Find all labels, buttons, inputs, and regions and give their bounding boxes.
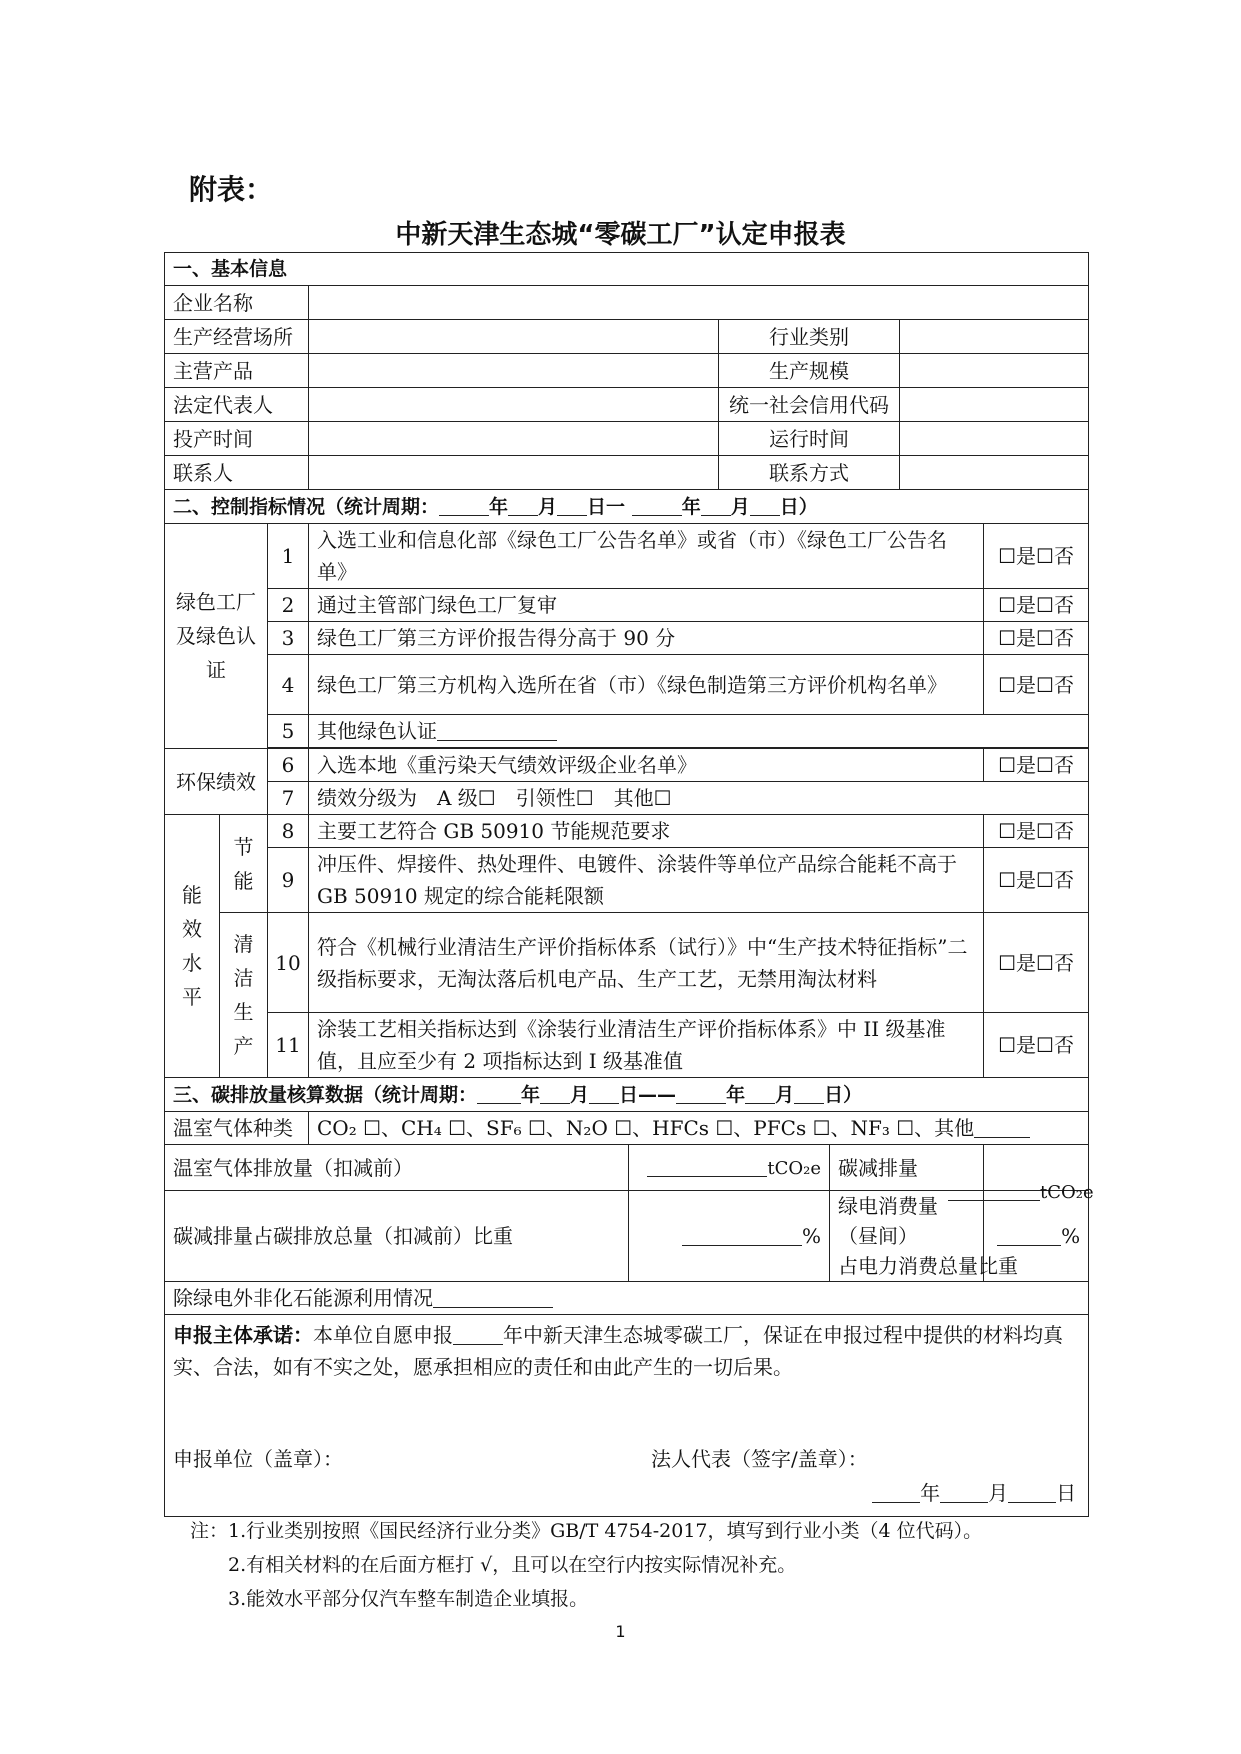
table-row <box>165 589 1089 622</box>
year-text: 年 <box>920 1481 941 1505</box>
other-cert-blank[interactable] <box>437 720 557 741</box>
company-name-field[interactable] <box>309 286 1089 320</box>
section1-heading: 一、基本信息 <box>165 253 1089 286</box>
sub-clean-label: 清洁生产 <box>220 913 268 1078</box>
month-text: 月 <box>988 1481 1009 1505</box>
section2-heading <box>165 490 1089 524</box>
yes-no-checkbox[interactable]: ☐是☐否 <box>984 913 1089 1013</box>
emission-blank[interactable] <box>647 1156 767 1177</box>
nonfossil-blank[interactable] <box>433 1287 553 1308</box>
item-number: 1 <box>268 524 309 589</box>
green-power-label <box>830 1191 1018 1282</box>
section1-header-row <box>165 253 1089 286</box>
products-label: 主营产品 <box>165 354 309 388</box>
table-row <box>165 286 1089 320</box>
period-start-month-blank[interactable] <box>540 1083 570 1104</box>
period-end-day-blank[interactable] <box>794 1083 824 1104</box>
item-number: 2 <box>268 589 309 622</box>
year-text: 年 <box>489 495 509 518</box>
legal-sign-label: 法人代表（签字/盖章）： <box>651 1447 868 1471</box>
month-text: 月 <box>538 495 558 518</box>
page-number: 1 <box>615 1622 626 1641</box>
item-number: 10 <box>268 913 309 1013</box>
period-start-day-blank[interactable] <box>557 495 587 516</box>
yes-no-checkbox[interactable]: ☐是☐否 <box>984 749 1089 782</box>
commitment-text-a: 本单位自愿申报 <box>313 1323 453 1347</box>
industry-field[interactable] <box>900 320 1089 354</box>
item-text: 涂装工艺相关指标达到《涂装行业清洁生产评价指标体系》中 II 级基准值，且应至少有 2 项指标达到 I 级基准值 <box>309 1013 984 1078</box>
percent-sign: % <box>1061 1224 1081 1248</box>
table-row <box>165 749 1089 782</box>
item-text: 主要工艺符合 GB 50910 节能规范要求 <box>309 815 984 848</box>
location-label: 生产经营场所 <box>165 320 309 354</box>
table-row <box>165 815 1089 848</box>
other-gas-blank[interactable] <box>974 1117 1030 1138</box>
item-text: 入选本地《重污染天气绩效评级企业名单》 <box>309 749 984 782</box>
commit-year-blank[interactable] <box>453 1324 503 1345</box>
date-day-blank[interactable] <box>1008 1482 1056 1503</box>
period-end-year-blank[interactable] <box>676 1083 726 1104</box>
ratio-label: 碳减排量占碳排放总量（扣减前）比重 <box>165 1191 629 1282</box>
year-text: 年 <box>681 495 701 518</box>
item-number: 9 <box>268 848 309 913</box>
item-text: 绿色工厂第三方评价报告得分高于 90 分 <box>309 622 984 655</box>
day-end-text: 日） <box>779 495 818 518</box>
group-energy-label: 能效水平 <box>165 815 220 1078</box>
application-form-table <box>164 252 1089 1517</box>
credit-code-label: 统一社会信用代码 <box>719 388 900 422</box>
month-text: 月 <box>775 1083 795 1106</box>
note-1: 注：1.行业类别按照《国民经济行业分类》GB/T 4754-2017，填写到行业小类（4 位代码）。 <box>190 1520 983 1542</box>
ratio-blank[interactable] <box>682 1225 802 1246</box>
table-row <box>165 848 1089 913</box>
day-to-text: 日一 <box>587 495 626 518</box>
day-end-text: 日） <box>824 1083 863 1106</box>
year-text: 年 <box>521 1083 541 1106</box>
item-text: 入选工业和信息化部《绿色工厂公告名单》或省（市）《绿色工厂公告名单》 <box>309 524 984 589</box>
yes-no-checkbox[interactable]: ☐是☐否 <box>984 815 1089 848</box>
location-field[interactable] <box>309 320 719 354</box>
item-number: 5 <box>268 715 309 748</box>
table-row <box>165 913 1089 1013</box>
credit-code-field[interactable] <box>900 388 1089 422</box>
item-text: 冲压件、焊接件、热处理件、电镀件、涂装件等单位产品综合能耗不高于 GB 50910 规定的综合能耗限额 <box>309 848 984 913</box>
commitment-paragraph <box>173 1319 1080 1383</box>
table-row <box>165 388 1089 422</box>
attachment-label: 附表： <box>189 173 274 206</box>
item-text: 符合《机械行业清洁生产评价指标体系（试行）》中“生产技术特征指标”二级指标要求，无淘汰落后机电产品、生产工艺，无禁用淘汰材料 <box>309 913 984 1013</box>
yes-no-checkbox[interactable]: ☐是☐否 <box>984 1013 1089 1078</box>
table-row <box>165 655 1089 715</box>
green-power-blank[interactable] <box>997 1225 1061 1246</box>
commit-date <box>872 1477 1076 1509</box>
contact-field[interactable] <box>309 456 719 490</box>
industry-label: 行业类别 <box>719 320 900 354</box>
day-text: 日 <box>1056 1481 1077 1505</box>
contact-method-field[interactable] <box>900 456 1089 490</box>
month-text: 月 <box>570 1083 590 1106</box>
table-row <box>165 1282 1089 1315</box>
item-text[interactable]: 绩效分级为 A 级☐ 引领性☐ 其他☐ <box>309 782 1089 815</box>
section3-heading <box>165 1078 1089 1112</box>
date-year-blank[interactable] <box>872 1482 920 1503</box>
period-end-year-blank[interactable] <box>632 495 682 516</box>
period-start-year-blank[interactable] <box>439 495 489 516</box>
item-number: 7 <box>268 782 309 815</box>
item-text: 通过主管部门绿色工厂复审 <box>309 589 984 622</box>
ratio-field[interactable] <box>629 1191 830 1282</box>
commitment-row <box>165 1315 1089 1517</box>
nonfossil-label: 除绿电外非化石能源利用情况 <box>173 1286 433 1310</box>
yes-no-checkbox[interactable]: ☐是☐否 <box>984 655 1089 715</box>
emission-unit: tCO₂e <box>767 1157 821 1179</box>
table-row <box>165 422 1089 456</box>
day-to-text: 日—— <box>619 1083 677 1106</box>
reduction-unit: tCO₂e <box>1040 1182 1094 1203</box>
yes-no-checkbox[interactable]: ☐是☐否 <box>984 524 1089 589</box>
run-time-field[interactable] <box>900 422 1089 456</box>
table-row <box>165 1112 1089 1145</box>
item-text: 绿色工厂第三方机构入选所在省（市）《绿色制造第三方评价机构名单》 <box>309 655 984 715</box>
date-month-blank[interactable] <box>940 1482 988 1503</box>
scale-label: 生产规模 <box>719 354 900 388</box>
period-end-month-blank[interactable] <box>745 1083 775 1104</box>
item-number: 11 <box>268 1013 309 1078</box>
item-number: 4 <box>268 655 309 715</box>
table-row <box>165 354 1089 388</box>
year-text: 年 <box>726 1083 746 1106</box>
section3-heading-prefix: 三、碳排放量核算数据（统计周期： <box>173 1083 478 1106</box>
gas-type-label: 温室气体种类 <box>165 1112 309 1145</box>
start-time-label: 投产时间 <box>165 422 309 456</box>
notes <box>190 1514 982 1616</box>
table-row <box>165 320 1089 354</box>
gas-type-options[interactable] <box>309 1112 1089 1145</box>
percent-sign: % <box>801 1224 821 1248</box>
commitment-bold-label: 申报主体承诺： <box>173 1323 313 1347</box>
legal-rep-field[interactable] <box>309 388 719 422</box>
reduction-label: 碳减排量 <box>830 1145 984 1191</box>
emission-label: 温室气体排放量（扣减前） <box>165 1145 629 1191</box>
period-end-month-blank[interactable] <box>701 495 731 516</box>
contact-method-label: 联系方式 <box>719 456 900 490</box>
item-text <box>309 715 1089 748</box>
green-power-label-line2: 占电力消费总量比重 <box>838 1254 1018 1278</box>
note-3: 3.能效水平部分仅汽车整车制造企业填报。 <box>228 1588 589 1610</box>
gas-options-text[interactable]: CO₂ ☐、CH₄ ☐、SF₆ ☐、N₂O ☐、HFCs ☐、PFCs ☐、NF₃ ☐、其他 <box>317 1116 975 1140</box>
table-row <box>165 1191 1089 1282</box>
reduction-value[interactable] <box>948 1180 1094 1203</box>
month-text: 月 <box>730 495 750 518</box>
table-row <box>165 782 1089 815</box>
period-start-year-blank[interactable] <box>477 1083 521 1104</box>
products-field[interactable] <box>309 354 719 388</box>
note-2: 2.有相关材料的在后面方框打 √，且可以在空行内按实际情况补充。 <box>228 1554 797 1576</box>
run-time-label: 运行时间 <box>719 422 900 456</box>
contact-label: 联系人 <box>165 456 309 490</box>
item-number: 3 <box>268 622 309 655</box>
period-start-month-blank[interactable] <box>508 495 538 516</box>
nonfossil-row <box>165 1282 1089 1315</box>
table-row <box>165 622 1089 655</box>
yes-no-checkbox[interactable]: ☐是☐否 <box>984 622 1089 655</box>
sub-saving-label: 节能 <box>220 815 268 913</box>
section3-header-row <box>165 1078 1089 1112</box>
green-power-label-line1: 绿电消费量（昼间） <box>838 1194 938 1248</box>
other-cert-label: 其他绿色认证 <box>317 719 437 743</box>
unit-seal-label: 申报单位（盖章）： <box>173 1447 343 1471</box>
scale-field[interactable] <box>900 354 1089 388</box>
table-row <box>165 715 1089 748</box>
yes-no-checkbox[interactable]: ☐是☐否 <box>984 589 1089 622</box>
form-title: 中新天津生态城“零碳工厂”认定申报表 <box>395 220 846 250</box>
section2-header-row <box>165 490 1089 524</box>
group-env-label: 环保绩效 <box>165 749 268 815</box>
table-row <box>165 524 1089 589</box>
legal-rep-label: 法定代表人 <box>165 388 309 422</box>
table-row <box>165 456 1089 490</box>
item-number: 6 <box>268 749 309 782</box>
yes-no-checkbox[interactable]: ☐是☐否 <box>984 848 1089 913</box>
commitment-cell <box>165 1315 1089 1517</box>
reduction-blank[interactable] <box>948 1180 1040 1201</box>
section2-heading-prefix: 二、控制指标情况（统计周期： <box>173 495 440 518</box>
period-end-day-blank[interactable] <box>750 495 780 516</box>
emission-field[interactable] <box>629 1145 830 1191</box>
period-start-day-blank[interactable] <box>589 1083 619 1104</box>
commitment-text-b: 年中新天津生态城零碳工厂，保证在申报过程中提供的材料均真实、合法，如有不实之处，愿承担相应的责任和由此产生的一切后果。 <box>173 1323 1063 1379</box>
start-time-field[interactable] <box>309 422 719 456</box>
item-number: 8 <box>268 815 309 848</box>
table-row <box>165 1013 1089 1078</box>
group-green-label: 绿色工厂及绿色认证 <box>165 524 268 749</box>
company-name-label: 企业名称 <box>165 286 309 320</box>
